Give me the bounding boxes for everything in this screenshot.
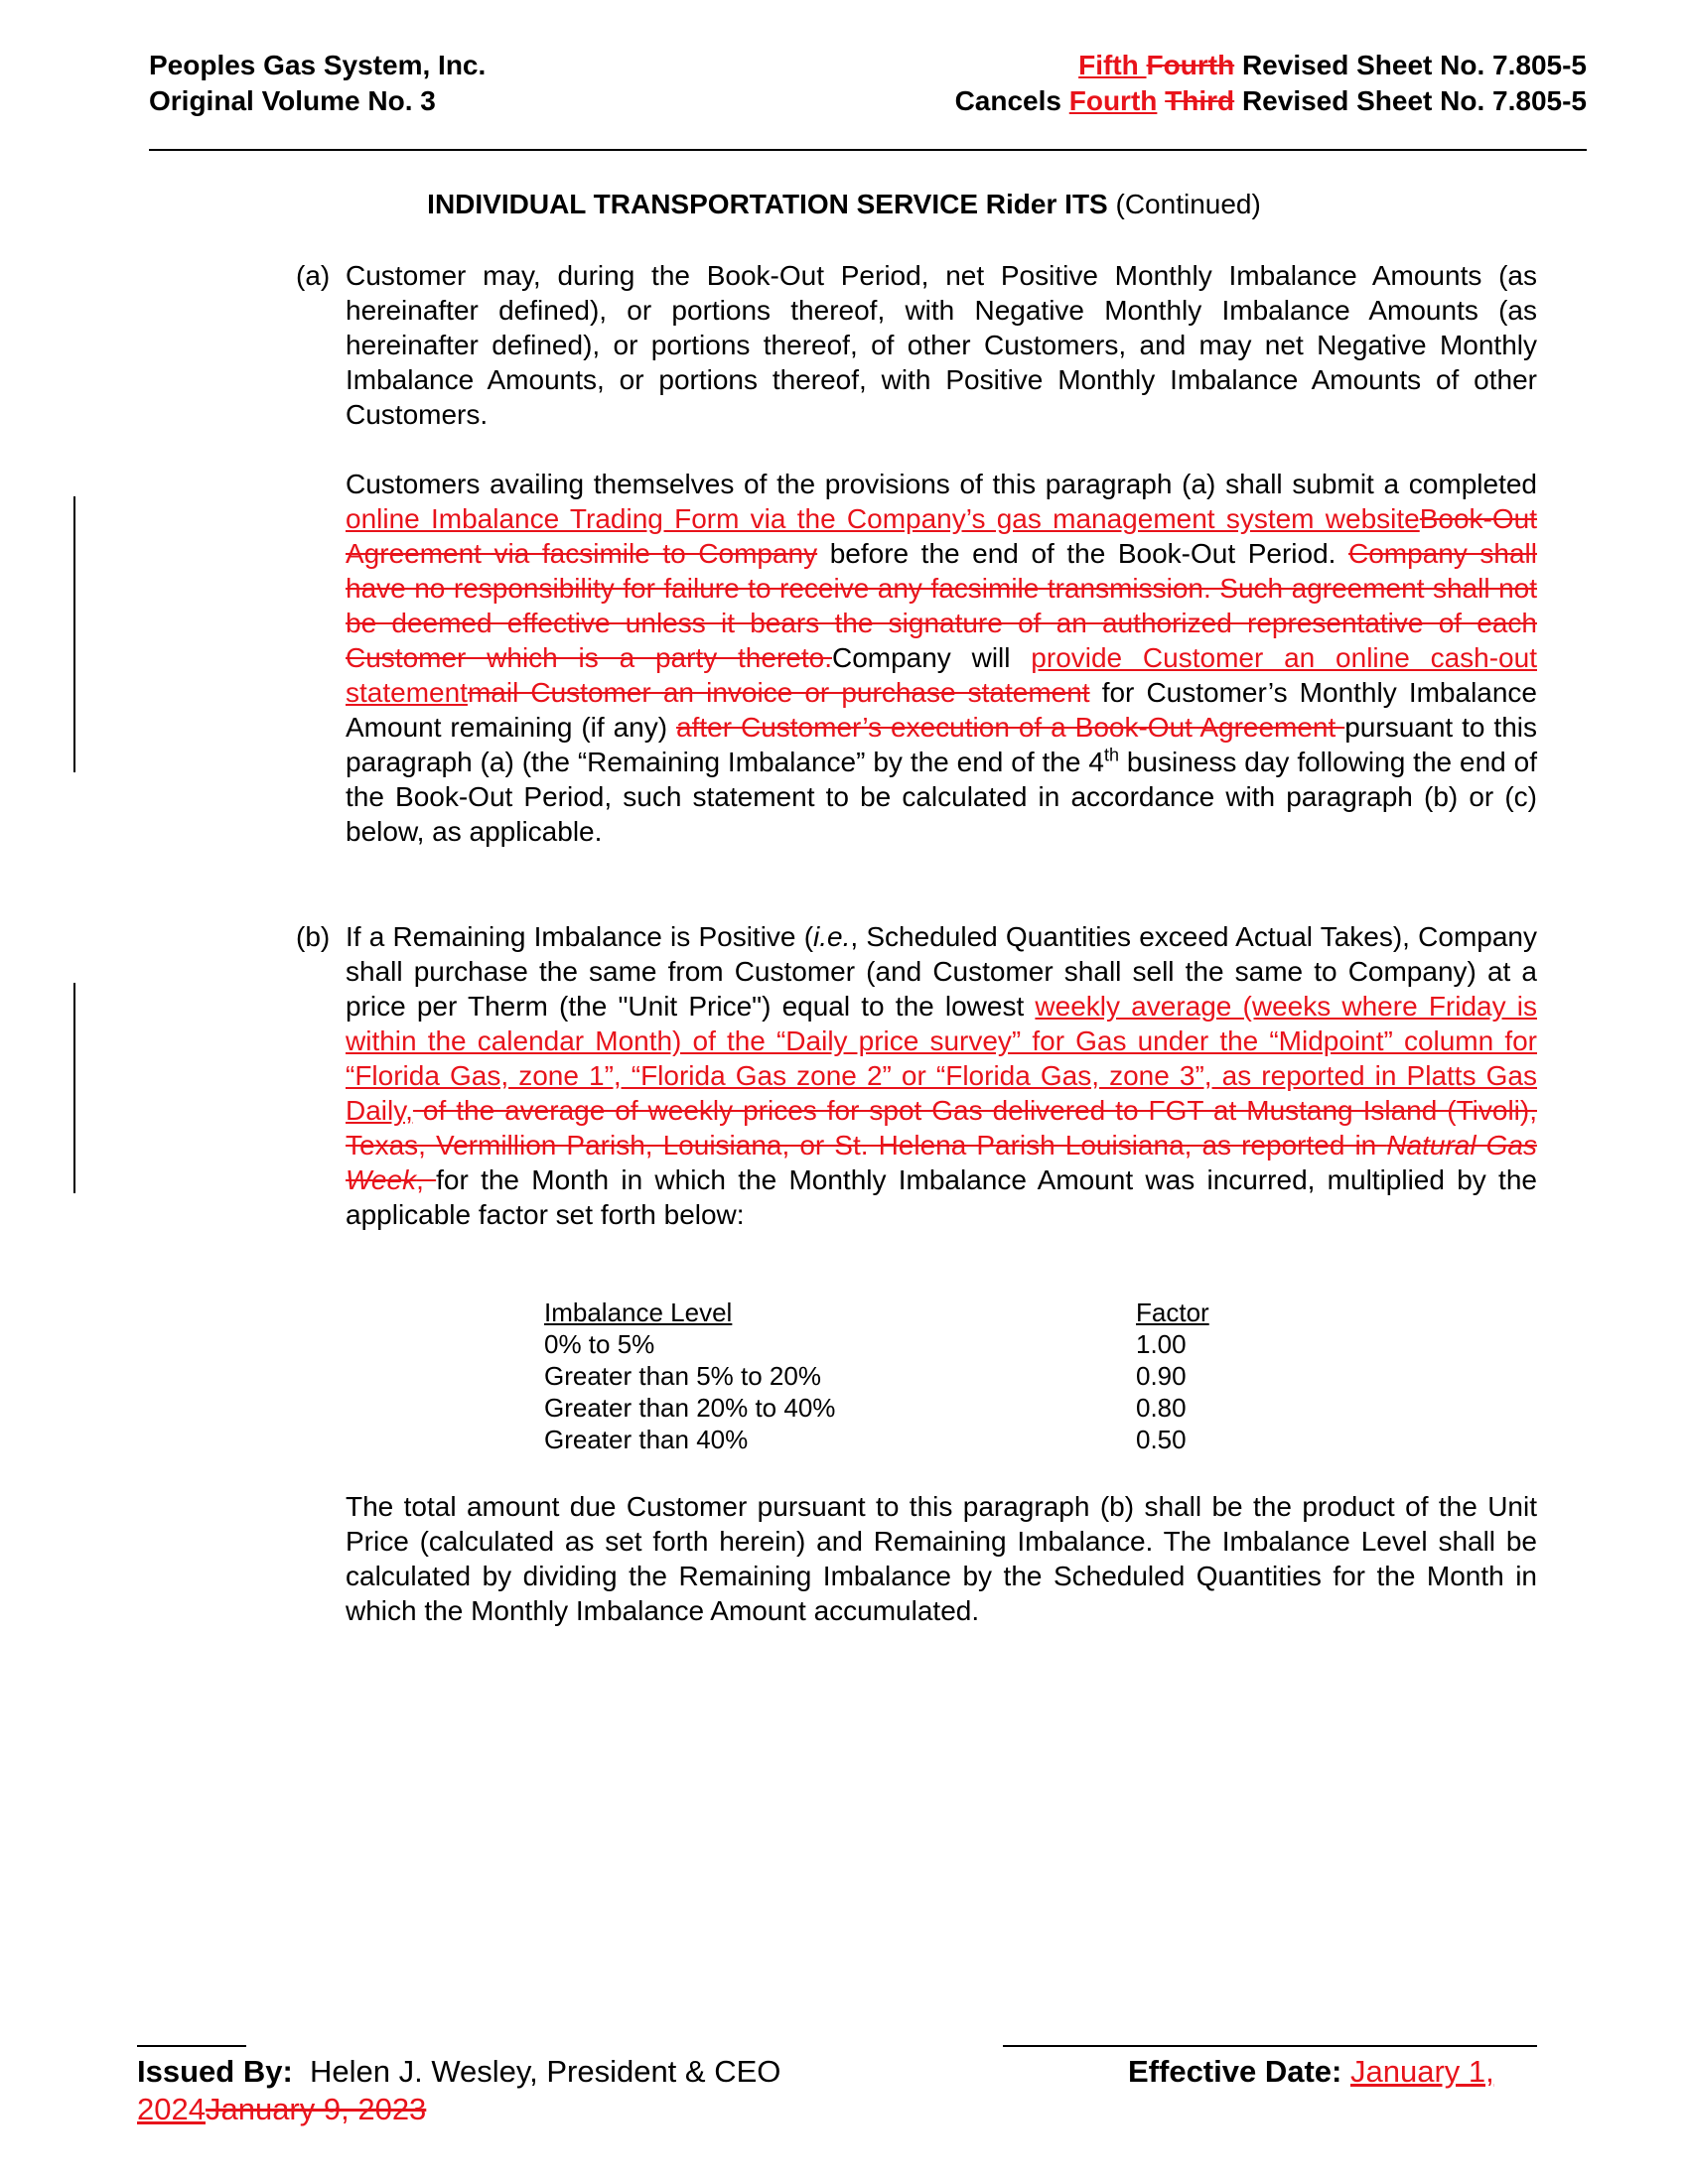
cancels-deleted-text: Third <box>1165 85 1235 116</box>
effective-date-inserted: 2024 <box>137 2092 206 2126</box>
cancels-text: Revised Sheet No. 7.805-5 <box>1234 85 1587 116</box>
paragraph-b-continued: The total amount due Customer pursuant to this paragraph (b) shall be the product of the Unit Price (calculated as set forth herein) and Remaining Imbalance. The Imbalance Level shall be calculated by dividing the Remaining Imbalance by the Scheduled Quantities for the Month in which the Monthly Imbalance Amount accumulated. <box>346 1491 1537 1626</box>
sheet-text: Revised Sheet No. 7.805-5 <box>1234 50 1587 80</box>
volume-number: Original Volume No. 3 <box>149 85 436 116</box>
factor-cell: 0.80 <box>1136 1393 1187 1423</box>
title-continued: (Continued) <box>1107 189 1261 219</box>
imbalance-level-cell: Greater than 40% <box>544 1425 749 1454</box>
effective-date-continued <box>137 2091 426 2128</box>
table-row <box>544 1424 1209 1455</box>
deleted-text: Company shall have no responsibility for failure to receive any facsimile transmission. Such agreement shall not be deemed effective unless it bears the signature of an authorized representative of each Customer which is a party thereto. <box>346 538 1537 673</box>
deleted-italic-text: Natural Gas Week <box>346 1130 1537 1195</box>
title-bold: INDIVIDUAL TRANSPORTATION SERVICE Rider ITS <box>427 189 1108 219</box>
table-row <box>544 1360 1209 1392</box>
deleted-text: mail Customer an invoice or purchase statement <box>467 677 1090 708</box>
document-header-right <box>955 48 1587 119</box>
deleted-text: after Customer’s execution of a Book-Out Agreement <box>676 712 1345 743</box>
column-header: Factor <box>1136 1297 1209 1327</box>
inserted-text: provide Customer an online cash-out statement <box>346 642 1537 708</box>
text-run: , Scheduled Quantities exceed Actual Takes), Company shall purchase the same from Customer (and Customer shall sell the same to Company) at a price per Therm (the "Unit Price") equal to the lowest <box>346 921 1537 1022</box>
cancels-gap <box>1157 85 1165 116</box>
cancels-prefix: Cancels <box>954 85 1069 116</box>
issued-by-label: Issued By: <box>137 2054 293 2089</box>
sheet-number <box>955 48 1587 83</box>
text-run: Customers availing themselves of the provisions of this paragraph (a) shall submit a completed <box>346 469 1537 499</box>
sheet-deleted-text: Fourth <box>1146 50 1235 80</box>
paragraph-b <box>346 919 1537 1232</box>
text-run: business day following the end of the Book-Out Period, such statement to be calculated in accordance with paragraph (b) or (c) below, as applicable. <box>346 747 1537 847</box>
inserted-text: online Imbalance Trading Form via the Company’s gas management system website <box>346 503 1420 534</box>
sheet-inserted-text: Fifth <box>1078 50 1147 80</box>
effective-date-label: Effective Date: <box>1128 2054 1342 2089</box>
column-header: Imbalance Level <box>544 1297 733 1327</box>
paragraph-a: Customer may, during the Book-Out Period, net Positive Monthly Imbalance Amounts (as hereinafter defined), or portions thereof, with Negative Monthly Imbalance Amounts (as hereinafter defined), or portions thereof, of other Customers, and may net Negative Monthly Imbalance Amounts, or portions thereof, with Positive Monthly Imbalance Amounts of other Customers. <box>346 260 1537 430</box>
imbalance-factor-table <box>544 1297 1209 1455</box>
inserted-text: weekly average (weeks where Friday is within the calendar Month) of the “Daily price survey” for Gas under the “Midpoint” column for “Florida Gas, zone 1”, “Florida Gas zone 2” or “Florida Gas, zone 3”, as reported in Platts Gas Daily, <box>346 991 1537 1126</box>
superscript: th <box>1103 745 1119 765</box>
company-name: Peoples Gas System, Inc. <box>149 50 487 80</box>
text-run: Company will <box>831 642 1032 673</box>
paragraph-a-continued <box>346 467 1537 849</box>
document-header-left <box>149 48 486 119</box>
imbalance-level-cell: Greater than 20% to 40% <box>544 1393 836 1423</box>
table-row <box>544 1392 1209 1424</box>
paragraph-a-marker: (a) <box>296 260 331 291</box>
text-run: pursuant to this paragraph (a) (the “Remaining Imbalance” by the end of the 4 <box>346 712 1538 777</box>
deleted-text: Book-Out Agreement via facsimile to Company <box>346 503 1537 569</box>
effective-date-deleted: January 9, 2023 <box>205 2092 427 2126</box>
text-run: before the end of the Book-Out Period. <box>817 538 1348 569</box>
table-row <box>544 1328 1209 1360</box>
section-title <box>0 187 1688 222</box>
factor-cell: 0.50 <box>1136 1425 1187 1454</box>
deleted-text: of the average of weekly prices for spot Gas delivered to FGT at Mustang Island (Tivoli), Texas, Vermillion Parish, Louisiana, or St. Helena Parish Louisiana, as reported in <box>346 1095 1537 1160</box>
factor-cell: 1.00 <box>1136 1329 1187 1359</box>
table-header-row <box>544 1297 1209 1328</box>
cancels-inserted-text: Fourth <box>1068 85 1158 116</box>
issued-by-name: Helen J. Wesley, President & CEO <box>292 2054 781 2089</box>
factor-cell: 0.90 <box>1136 1361 1187 1391</box>
text-run: for Customer’s Monthly Imbalance Amount remaining (if any) <box>346 677 1538 743</box>
change-bar <box>73 983 75 1193</box>
imbalance-level-cell: 0% to 5% <box>544 1329 655 1359</box>
footer-divider-left <box>137 2045 246 2047</box>
deleted-text: , <box>416 1164 437 1195</box>
effective-date-inserted: January 1, <box>1349 2054 1494 2089</box>
text-run: for the Month in which the Monthly Imbalance Amount was incurred, multiplied by the applicable factor set forth below: <box>346 1164 1537 1230</box>
effective-date <box>1128 2053 1494 2091</box>
issued-by <box>137 2053 780 2091</box>
change-bar <box>73 496 75 772</box>
header-divider <box>149 149 1587 151</box>
imbalance-level-cell: Greater than 5% to 20% <box>544 1361 821 1391</box>
text-run: If a Remaining Imbalance is Positive ( <box>346 921 814 952</box>
paragraph-b-marker: (b) <box>296 921 331 952</box>
cancels-sheet <box>955 83 1587 119</box>
italic-text: i.e. <box>813 921 851 952</box>
footer-divider-right <box>1003 2045 1537 2047</box>
